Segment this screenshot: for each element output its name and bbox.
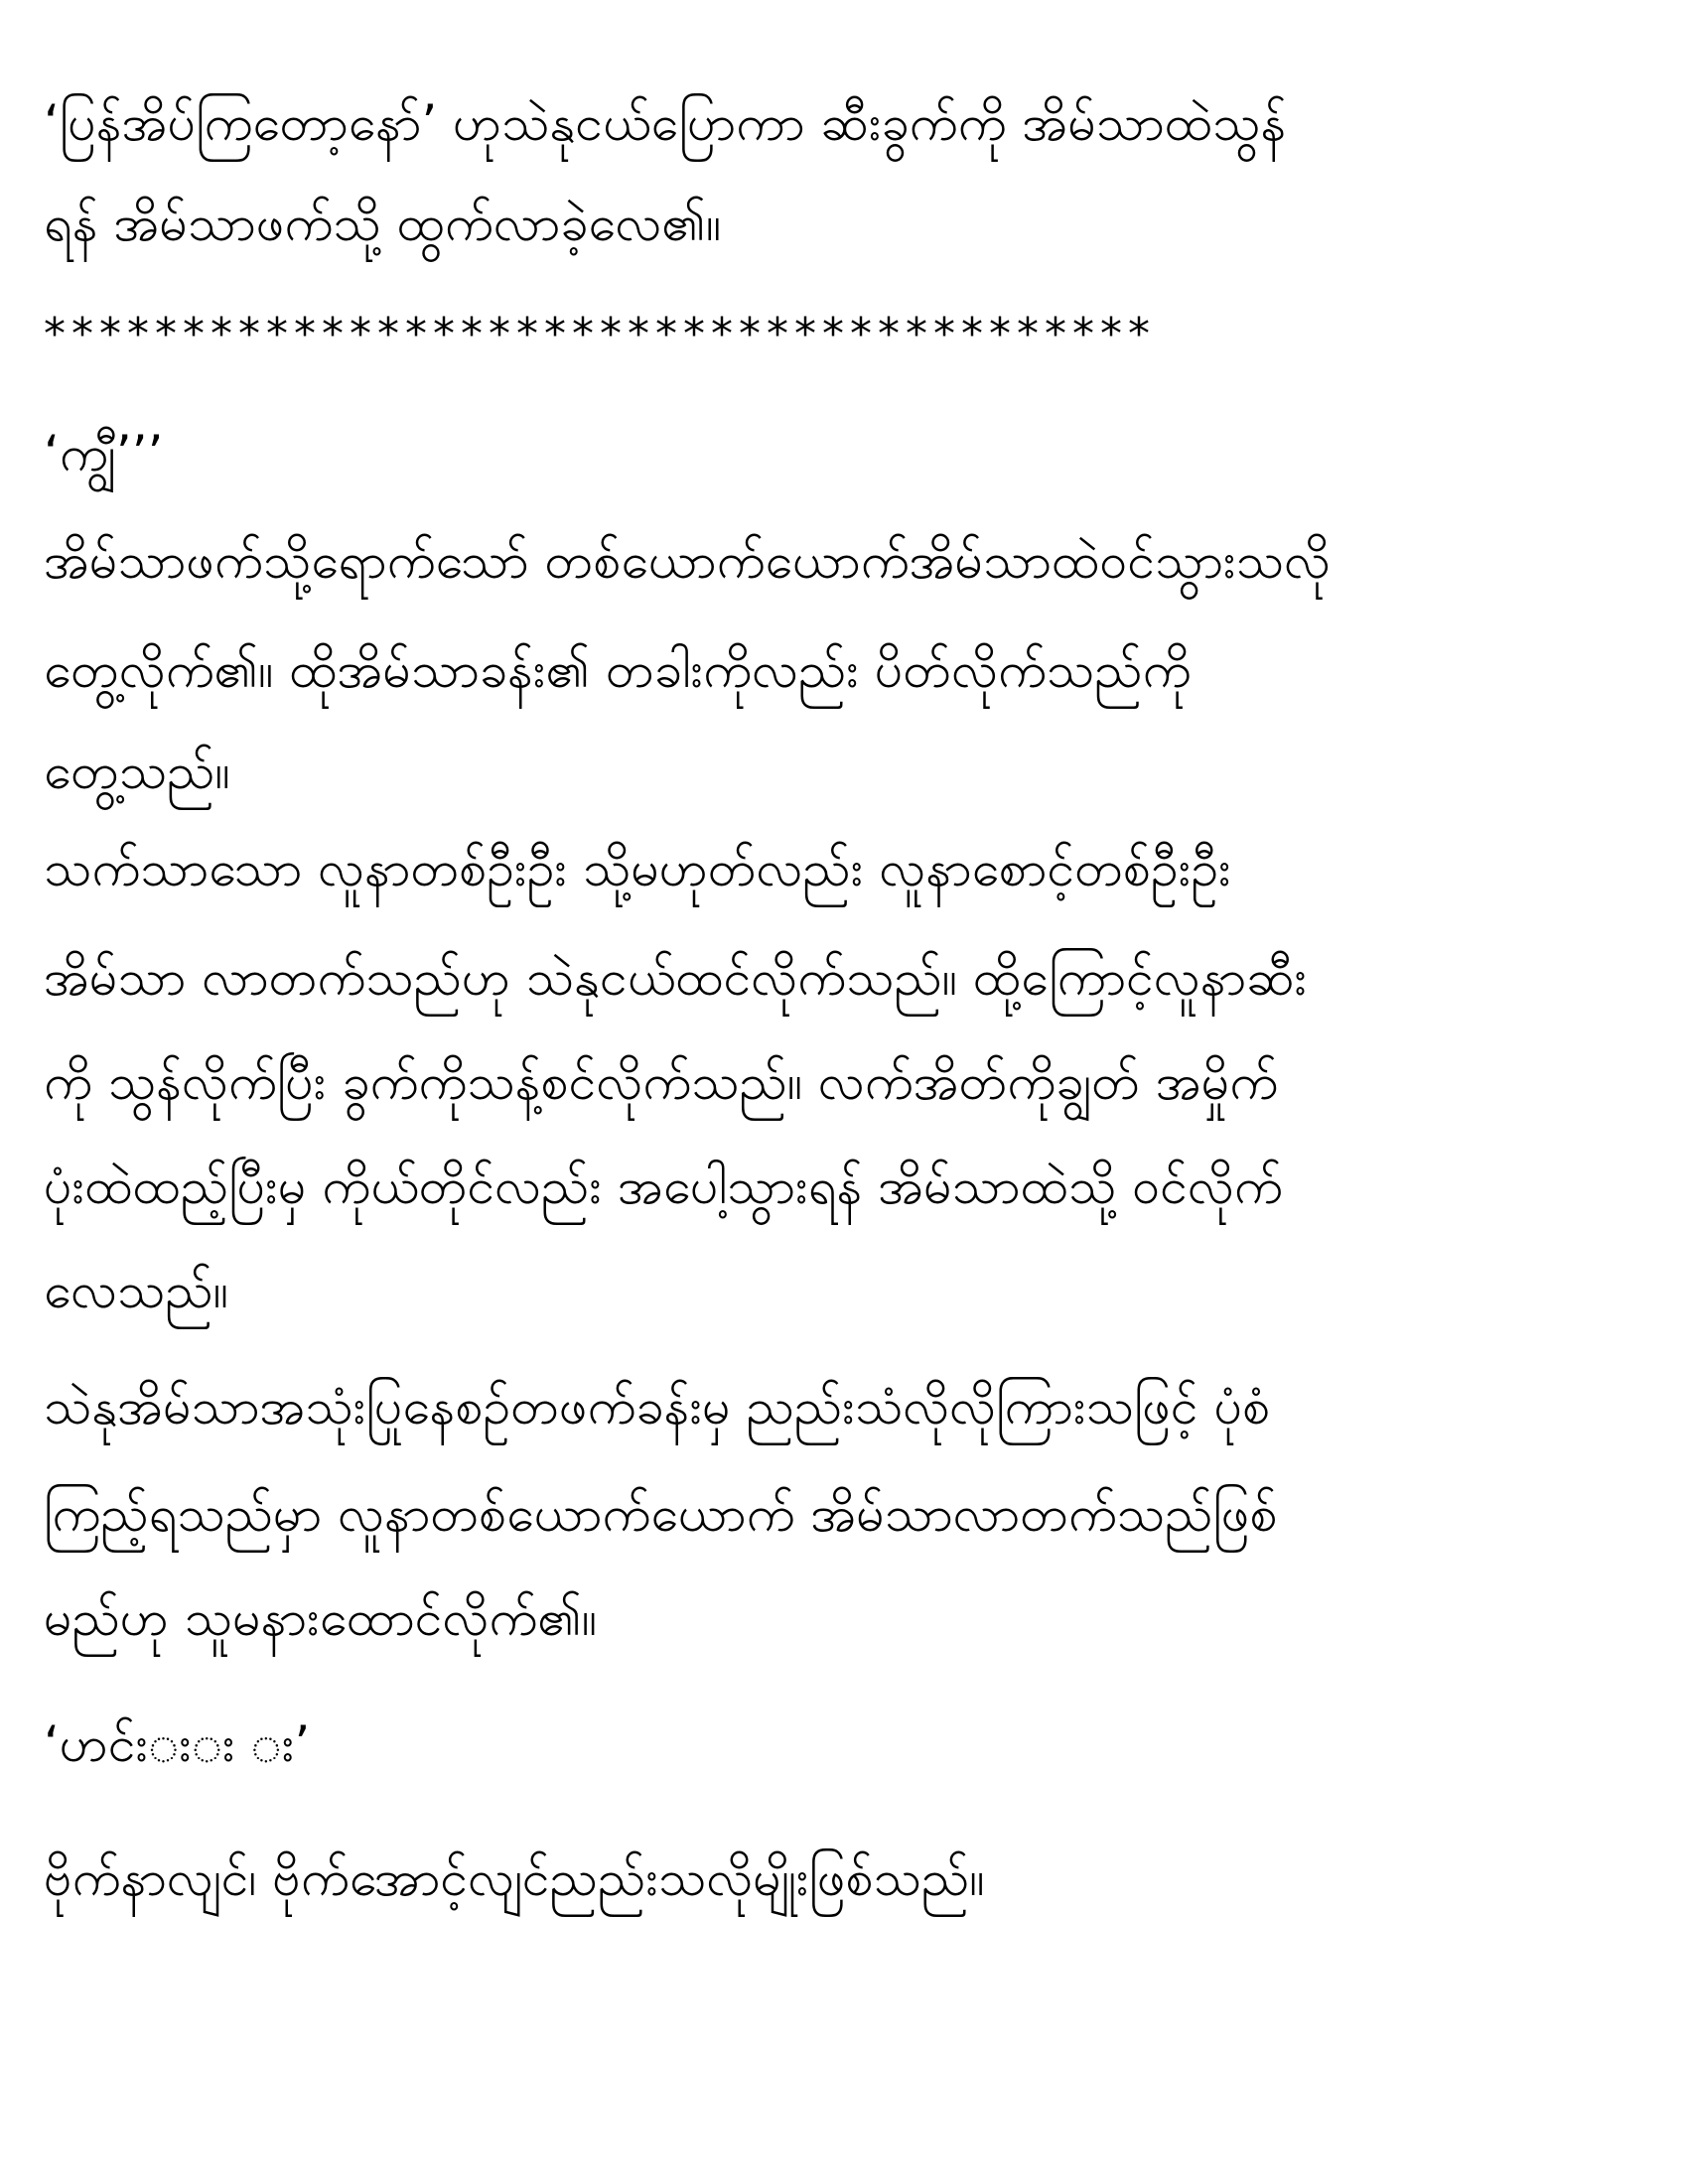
text-line-7: သက်သာသော လူနာတစ်ဦးဦး သို့မဟုတ်လည်း လူနာစောင့်တစ်ဦးဦး	[44, 840, 1231, 897]
text-line-12: သဲနုအိမ်သာအသုံးပြုနေစဉ်တဖက်ခန်းမှ ညည်းသံလိုလိုကြားသဖြင့် ပုံစံ	[44, 1378, 1271, 1435]
text-line-8: အိမ်သာ လာတက်သည်ဟု သဲနုငယ်ထင်လိုက်သည်။ ထို့ကြောင့်လူနာဆီး	[44, 949, 1308, 1007]
text-line-2: ရန် အိမ်သာဖက်သို့ ထွက်လာခဲ့လေ၏။	[44, 195, 722, 252]
text-line-4: အိမ်သာဖက်သို့ရောက်သော် တစ်ယောက်ယောက်အိမ်သာထဲဝင်သွားသလို	[44, 532, 1331, 590]
text-line-15: ‘ဟင်း◌း◌း ◌း’	[44, 1715, 311, 1773]
text-line-10: ပုံးထဲထည့်ပြီးမှ ကိုယ်တိုင်လည်း အပေါ့သွားရန် အိမ်သာထဲသို့ ဝင်လိုက်	[44, 1158, 1283, 1215]
text-line-13: ကြည့်ရသည်မှာ လူနာတစ်ယောက်ယောက် အိမ်သာလာတက်သည်ဖြစ်	[44, 1485, 1278, 1543]
text-line-14: မည်ဟု သူမနားထောင်လိုက်၏။	[44, 1589, 598, 1647]
text-line-1: ‘ပြန်အိပ်ကြတော့နော်’ ဟုသဲနုငယ်ပြောကာ ဆီးခွက်ကို အိမ်သာထဲသွန်	[44, 94, 1287, 152]
section-separator: ****************************************	[44, 309, 1156, 359]
text-line-11: လေသည်။	[44, 1262, 228, 1319]
text-line-9: ကို သွန်လိုက်ပြီး ခွက်ကိုသန့်စင်လိုက်သည်။ လက်အိတ်ကိုချွတ် အမှိုက်	[44, 1053, 1279, 1111]
text-line-6: တွေ့သည်။	[44, 743, 230, 800]
text-line-16: ဗိုက်နာလျင်၊ ဗိုက်အောင့်လျင်ညည်းသလိုမျိုးဖြစ်သည်။	[44, 1849, 985, 1907]
text-line-3: ‘ကျွီ’’’	[44, 425, 164, 482]
text-line-5: တွေ့လိုက်၏။ ထိုအိမ်သာခန်း၏ တခါးကိုလည်း ပိတ်လိုက်သည်ကို	[44, 641, 1192, 699]
